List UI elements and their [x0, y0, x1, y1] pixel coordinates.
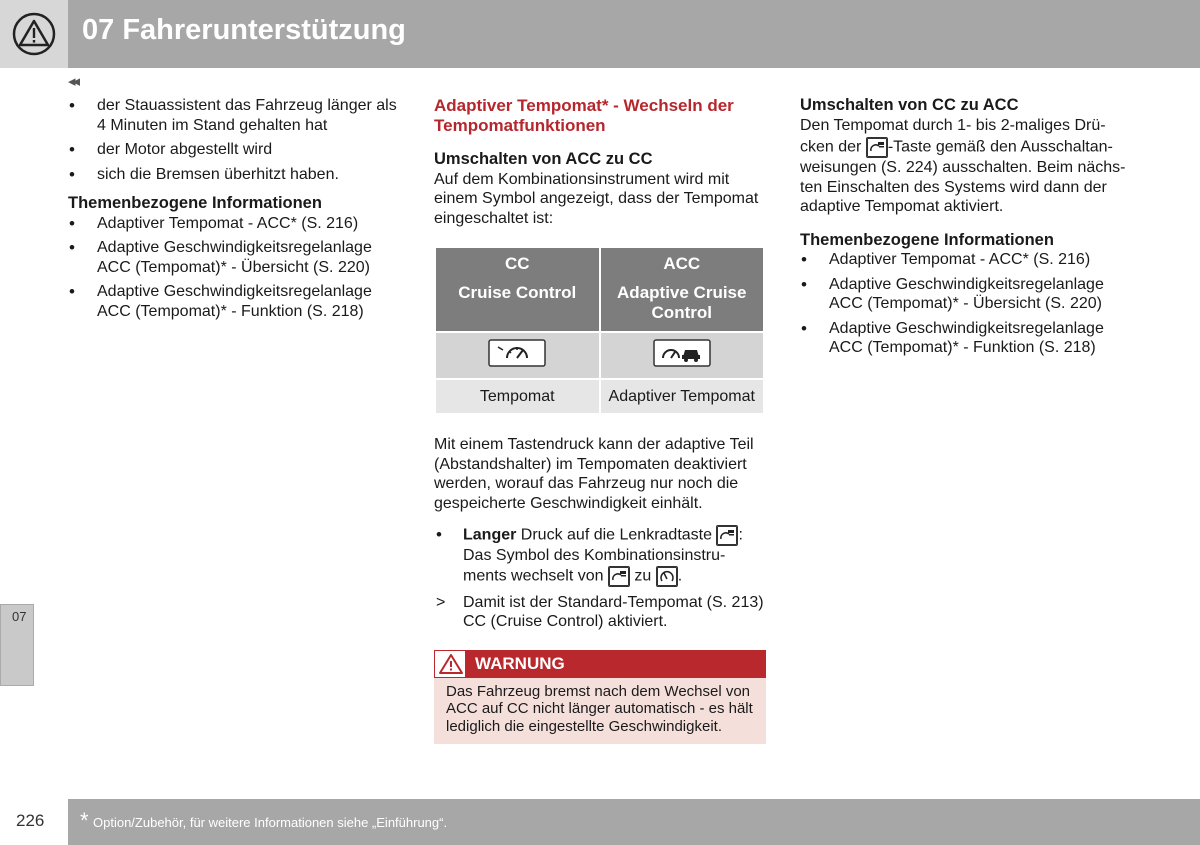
acc-icon-cell — [600, 332, 765, 379]
list-item: • der Stauassistent das Fahrzeug länger als 4 Minuten im Stand gehalten hat — [68, 96, 403, 135]
related-link[interactable]: • Adaptiver Tempomat - ACC* (S. 216) — [68, 214, 403, 234]
warning-header — [434, 650, 766, 678]
related-link[interactable]: • Adaptiver Tempomat - ACC* (S. 216) — [800, 250, 1135, 270]
body-line: cken der -Taste gemäß den Ausschaltan- — [800, 137, 1135, 158]
acc-label-cell: Adaptiver Tempomat — [600, 379, 765, 414]
warning-triangle-icon — [12, 12, 56, 56]
step-item: • Langer Druck auf die Lenkradtaste : Das Symbol des Kombinationsinstru- ments wechselt von zu . > Damit ist der Standard-Tempomat (S. 213) CC (Cruise Control) aktiviert. — [434, 525, 769, 632]
steering-button-icon — [608, 566, 630, 587]
cc-header-cell — [435, 247, 600, 332]
cc-name: Cruise Control — [458, 283, 577, 302]
sub-heading: Umschalten von ACC zu CC — [434, 150, 653, 168]
cc-abbr: CC — [504, 254, 530, 273]
footer-bar — [68, 799, 1200, 845]
body-line: Den Tempomat durch 1- bis 2-maliges Drü- — [800, 116, 1106, 134]
body-paragraph: Mit einem Tastendruck kann der adaptive Teil (Abstandshalter) im Tempomaten deaktiviert werden, worauf das Fahrzeug nur noch die gespeicherte Geschwindigkeit einhält. — [434, 436, 754, 512]
acc-name: Adaptive Cruise Control — [617, 283, 747, 322]
speedometer-icon — [488, 339, 546, 367]
body-paragraph: weisungen (S. 224) ausschalten. Beim nächs-ten Einschalten des Systems wird dann der adaptive Tempomat aktiviert. — [800, 159, 1126, 215]
steering-button-icon — [716, 525, 738, 546]
sub-heading: Umschalten von CC zu ACC — [800, 96, 1019, 114]
speedometer-icon — [656, 566, 678, 587]
related-link[interactable]: • Adaptive Geschwindigkeitsregelanlage ACC (Tempomat)* - Funktion (S. 218) — [68, 282, 403, 321]
back-nav-icon[interactable]: ◂◂ — [68, 73, 78, 90]
related-link[interactable]: • Adaptive Geschwindigkeitsregelanlage ACC (Tempomat)* - Funktion (S. 218) — [800, 319, 1135, 358]
warning-title: WARNUNG — [475, 653, 565, 673]
acc-header-cell — [600, 247, 765, 332]
cc-icon-cell — [435, 332, 600, 379]
related-heading: Themenbezogene Informationen — [800, 230, 1054, 249]
chapter-tab[interactable] — [0, 604, 34, 686]
step-bold: Langer — [463, 526, 517, 544]
page-title: 07 Fahrerunterstützung — [82, 14, 406, 46]
related-heading: Themenbezogene Informationen — [68, 194, 322, 212]
related-link[interactable]: • Adaptive Geschwindigkeitsregelanlage ACC (Tempomat)* - Übersicht (S. 220) — [800, 275, 1135, 314]
list-item: • der Motor abgestellt wird — [68, 140, 403, 160]
warning-text: Das Fahrzeug bremst nach dem Wechsel von ACC auf CC nicht länger automatisch - es hält lediglich die eingestellte Geschwindigkeit. — [434, 678, 766, 745]
list-item: • sich die Bremsen überhitzt haben. — [68, 165, 403, 185]
warning-triangle-icon — [438, 653, 464, 675]
bullet-list — [68, 96, 403, 184]
warning-box — [434, 650, 766, 745]
acc-abbr: ACC — [663, 254, 701, 273]
column-left — [68, 96, 403, 326]
result-item: > Damit ist der Standard-Tempomat (S. 213) CC (Cruise Control) aktiviert. — [436, 593, 764, 630]
header-bar — [0, 0, 1200, 68]
page-number: 226 — [16, 811, 45, 830]
chapter-number: 07 — [12, 609, 27, 624]
section-title: Adaptiver Tempomat* - Wechseln der Tempomatfunktionen — [434, 96, 734, 135]
related-list — [68, 214, 403, 322]
acc-car-icon — [653, 339, 711, 367]
related-list — [800, 250, 1135, 358]
column-right — [800, 96, 1135, 363]
intro-text: Auf dem Kombinationsinstrument wird mit einem Symbol angezeigt, dass der Tempomat eingeschaltet ist: — [434, 170, 759, 227]
footnote-text: Option/Zubehör, für weitere Informationen siehe „Einführung“. — [93, 815, 448, 830]
mode-table — [434, 246, 765, 415]
footnote-star: * — [80, 808, 89, 833]
steering-button-icon — [866, 137, 888, 158]
cc-label-cell: Tempomat — [435, 379, 600, 414]
related-link[interactable]: • Adaptive Geschwindigkeitsregelanlage ACC (Tempomat)* - Übersicht (S. 220) — [68, 238, 403, 277]
column-middle — [434, 96, 769, 744]
warning-icon-box — [0, 0, 68, 68]
